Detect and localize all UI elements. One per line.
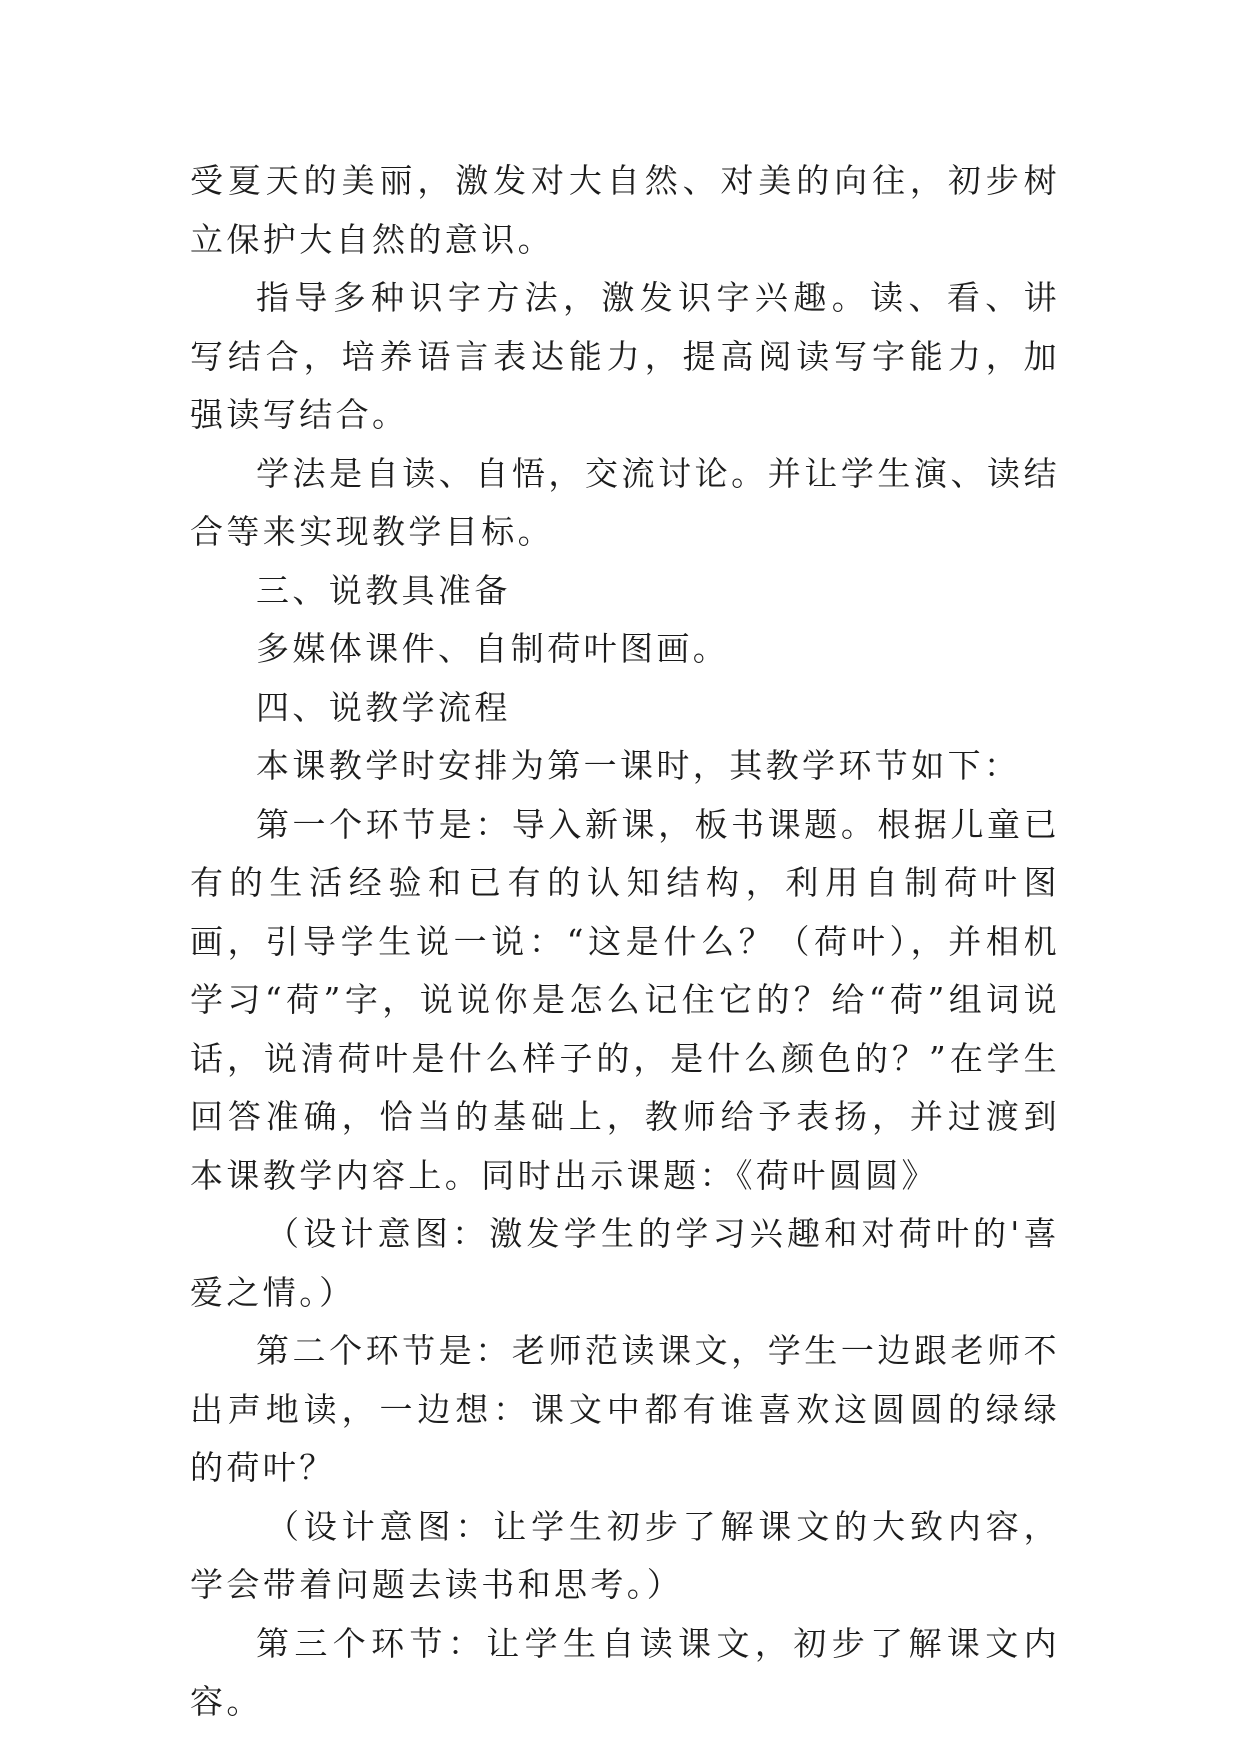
paragraph-learning-method: 学法是自读、自悟，交流讨论。并让学生演、读结合等来实现教学目标。 [190, 453, 1060, 551]
paragraph-step-three: 第三个环节：让学生自读课文，初步了解课文内容。 [190, 1623, 1060, 1721]
paragraph-literacy-method: 指导多种识字方法，激发识字兴趣。读、看、讲 写结合，培养语言表达能力，提高阅读写字能力，加强读写结合。 [190, 278, 1060, 434]
paragraph-design-intent-two: （设计意图：让学生初步了解课文的大致内容，学会带着问题去读书和思考。） [190, 1506, 1060, 1604]
paragraph-step-one: 第一个环节是：导入新课，板书课题。根据儿童已有的生活经验和已有的认知结构，利用自制荷叶图画，引导学生说一说：“这是什么？（荷叶），并相机学习“荷”字，说说你是怎么记住它的？给“荷”组词说话，说清荷叶是什么样子的，是什么颜色的？”在学生回答准确，恰当的基础上，教师给予表扬，并过渡到本课教学内容上。同时出示课题：《荷叶圆圆》 [190, 804, 1060, 1195]
paragraph-design-intent-one: （设计意图：激发学生的学习兴趣和对荷叶的'喜爱之情。） [190, 1214, 1060, 1312]
section-heading-teaching-aids: 三、说教具准备 [256, 570, 511, 610]
document-body [190, 152, 1060, 1732]
paragraph-step-two: 第二个环节是：老师范读课文，学生一边跟老师不出声地读，一边想：课文中都有谁喜欢这圆圆的绿绿的荷叶？ [190, 1331, 1060, 1487]
paragraph-lesson-arrangement: 本课教学时安排为第一课时，其教学环节如下： [256, 746, 1021, 785]
section-heading-teaching-process: 四、说教学流程 [256, 687, 511, 727]
paragraph-teaching-aids: 多媒体课件、自制荷叶图画。 [256, 629, 730, 668]
paragraph-goals-continued: 受夏天的美丽，激发对大自然、对美的向往，初步树立保护大自然的意识。 [190, 161, 1060, 259]
